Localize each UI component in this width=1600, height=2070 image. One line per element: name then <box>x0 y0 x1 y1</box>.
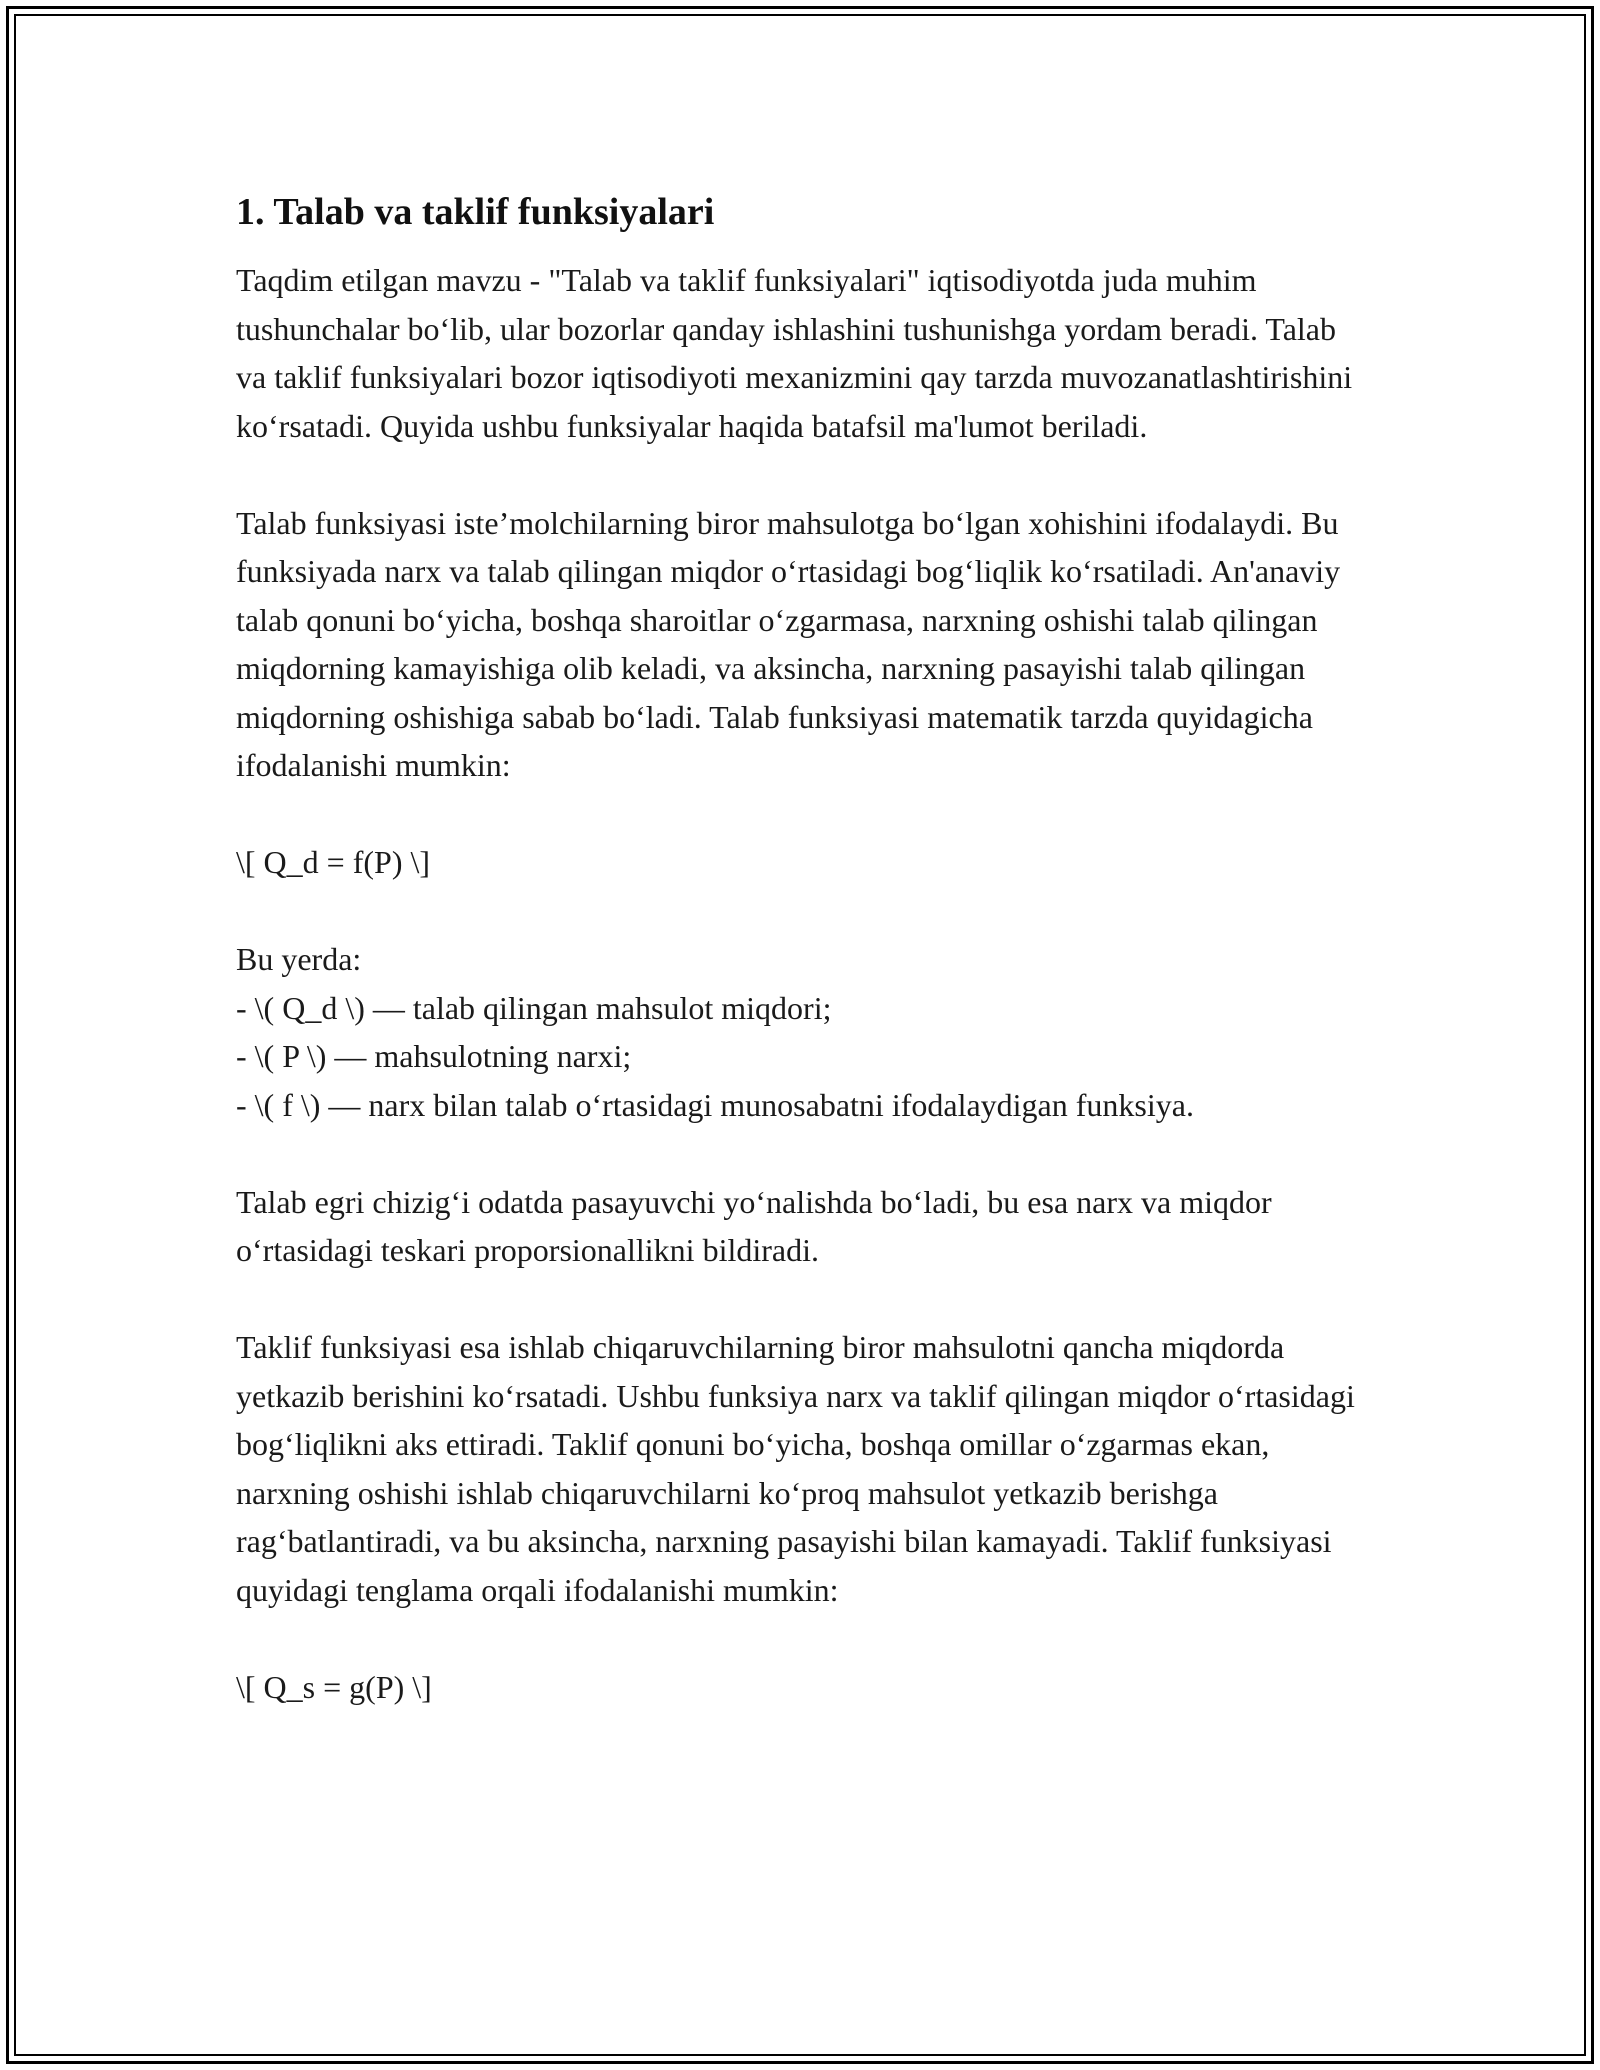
document-body <box>236 180 1366 1760</box>
section-heading: 1. Talab va taklif funksiyalari <box>236 191 715 233</box>
demand-formula: \[ Q_d = f(P) \] <box>236 844 431 880</box>
supply-paragraph: Taklif funksiyasi esa ishlab chiqaruvchilarning biror mahsulotni qancha miqdorda yetkazib berishini ko‘rsatadi. Ushbu funksiya narx va taklif qilingan miqdor o‘rtasidagi bog‘liqlikni aks ettiradi. Taklif qonuni bo‘yicha, boshqa omillar o‘zgarmas ekan, narxning oshishi ishlab chiqaruvchilarni ko‘proq mahsulot yetkazib berishga rag‘batlantiradi, va bu aksincha, narxning pasayishi bilan kamayadi. Taklif funksiyasi quyidagi tenglama orqali ifodalanishi mumkin: <box>236 1329 1355 1608</box>
demand-paragraph: Talab funksiyasi iste’molchilarning biror mahsulotga bo‘lgan xohishini ifodalaydi. Bu funksiyada narx va talab qilingan miqdor o‘rtasidagi bog‘liqlik ko‘rsatiladi. An'anaviy talab qonuni bo‘yicha, boshqa sharoitlar o‘zgarmasa, narxning oshishi talab qilingan miqdorning kamayishiga olib keladi, va aksincha, narxning pasayishi talab qilingan miqdorning oshishiga sabab bo‘ladi. Talab funksiyasi matematik tarzda quyidagicha ifodalanishi mumkin: <box>236 504 1341 783</box>
list-item: - \( f \) — narx bilan talab o‘rtasidagi munosabatni ifodalaydigan funksiya. <box>236 1086 1194 1123</box>
definitions-list <box>236 935 1366 1129</box>
intro-paragraph: Taqdim etilgan mavzu - "Talab va taklif funksiyalari" iqtisodiyotda juda muhim tushunchalar bo‘lib, ular bozorlar qanday ishlashini tushunishga yordam beradi. Talab va taklif funksiyalari bozor iqtisodiyoti mexanizmini qay tarzda muvozanatlashtirishini ko‘rsatadi. Quyida ushbu funksiyalar haqida batafsil ma'lumot beriladi. <box>236 262 1353 444</box>
list-item: - \( P \) — mahsulotning narxi; <box>236 1038 632 1074</box>
supply-formula: \[ Q_s = g(P) \] <box>236 1668 432 1705</box>
where-label: Bu yerda: <box>236 941 362 977</box>
list-item: - \( Q_d \) — talab qilingan mahsulot miqdori; <box>236 989 832 1026</box>
demand-curve-paragraph: Talab egri chizig‘i odatda pasayuvchi yo‘nalishda bo‘ladi, bu esa narx va miqdor o‘rtasidagi teskari proporsionallikni bildiradi. <box>236 1183 1272 1268</box>
